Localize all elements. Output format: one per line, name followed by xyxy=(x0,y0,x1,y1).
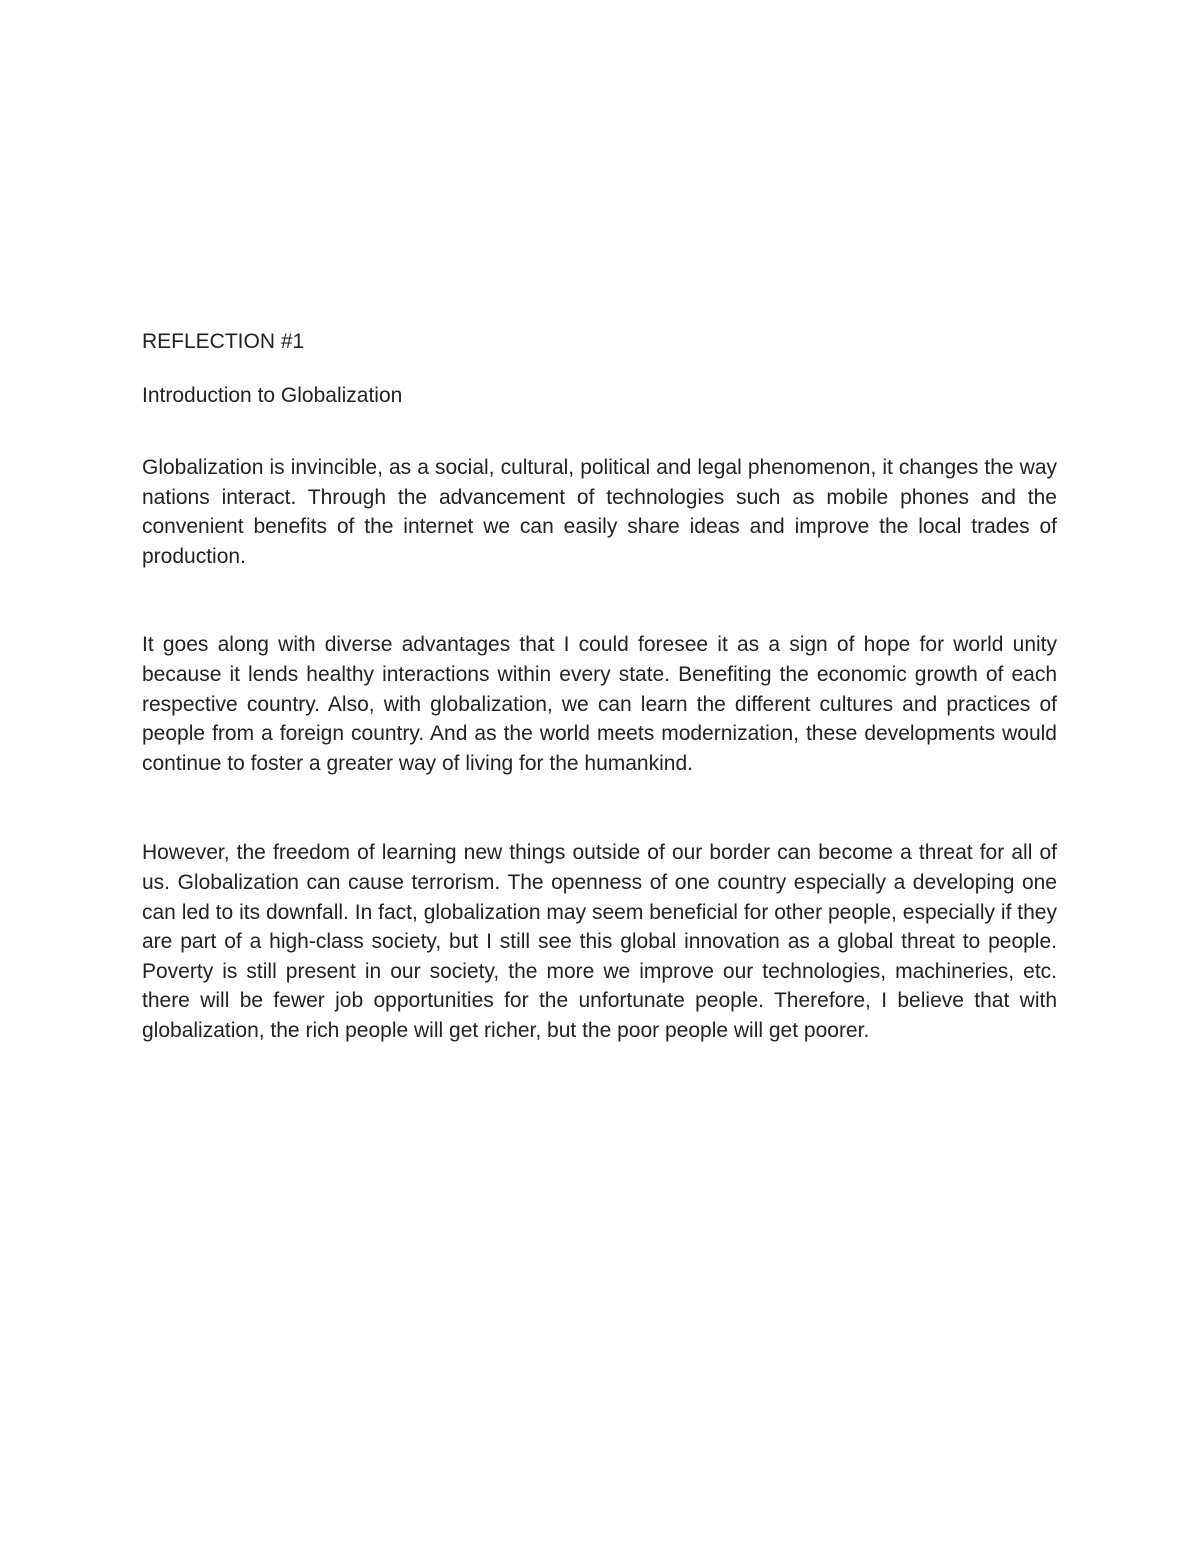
document-heading: REFLECTION #1 xyxy=(142,330,305,353)
document-subtitle: Introduction to Globalization xyxy=(142,384,403,407)
paragraph-3: However, the freedom of learning new things outside of our border can become a threat for all of us. Globalization can cause terrorism. The openness of one country especially a developing one can led to its downfall. In fact, globalization may seem beneficial for other people, especially if they are part of a high-class society, but I still see this global innovation as a global threat to people. Poverty is still present in our society, the more we improve our technologies, machineries, etc. there will be fewer job opportunities for the unfortunate people. Therefore, I believe that with globalization, the rich people will get richer, but the poor people will get poorer. xyxy=(142,841,1057,1042)
paragraph-2: It goes along with diverse advantages that I could foresee it as a sign of hope for world unity because it lends healthy interactions within every state. Benefiting the economic growth of each respective country. Also, with globalization, we can learn the different cultures and practices of people from a foreign country. And as the world meets modernization, these developments would continue to foster a greater way of living for the humankind. xyxy=(142,633,1057,775)
document-body xyxy=(142,327,1057,1046)
paragraph-1: Globalization is invincible, as a social, cultural, political and legal phenomenon, it changes the way nations interact. Through the advancement of technologies such as mobile phones and the convenient benefits of the internet we can easily share ideas and improve the local trades of production. xyxy=(142,456,1057,568)
